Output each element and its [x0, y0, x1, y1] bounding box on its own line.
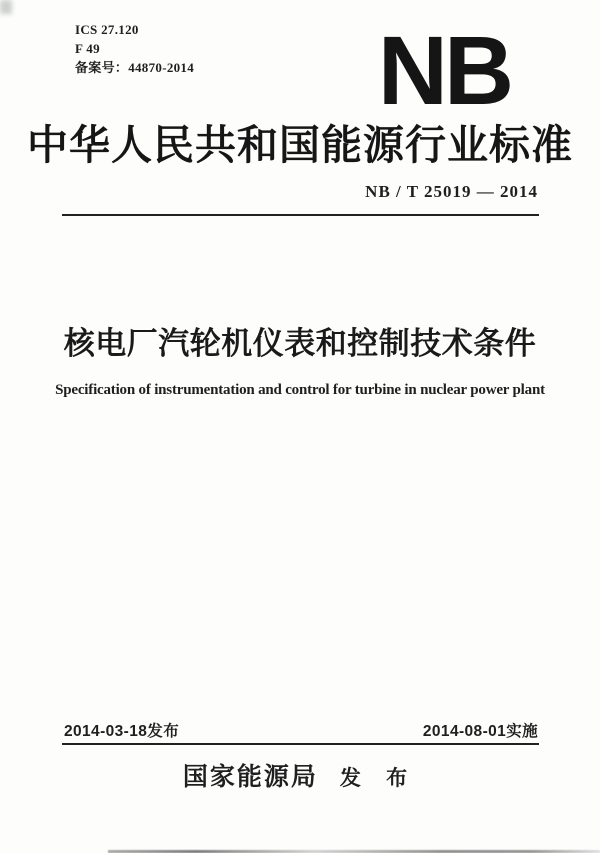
issue-label: 发布	[147, 723, 180, 740]
ics-code: ICS 27.120	[75, 22, 139, 37]
dates-row	[64, 719, 538, 741]
implementation-date-group	[423, 719, 538, 741]
publish-label: 发 布	[339, 766, 418, 790]
doc-class-code: F 49	[75, 41, 100, 56]
nb-logo: NB	[377, 16, 510, 125]
document-title-en: Specification of instrumentation and control for turbine in nuclear power plant	[55, 382, 545, 398]
standard-number: NB / T 25019 — 2014	[365, 182, 538, 201]
scan-smudge-artifact	[0, 0, 12, 14]
implementation-label: 实施	[506, 723, 538, 740]
implementation-date: 2014-08-01	[422, 723, 507, 740]
document-title-cn: 核电厂汽轮机仪表和控制技术条件	[63, 326, 537, 361]
record-number: 备案号：44870-2014	[75, 60, 195, 75]
publisher-name: 国家能源局	[182, 764, 318, 791]
meta-block	[75, 20, 194, 77]
issue-date: 2014-03-18	[64, 723, 148, 740]
issue-date-group	[64, 719, 179, 741]
header-rule	[62, 214, 539, 216]
publisher-row	[0, 757, 600, 793]
footer-rule	[62, 743, 539, 745]
standard-series-title: 中华人民共和国能源行业标准	[27, 122, 573, 168]
